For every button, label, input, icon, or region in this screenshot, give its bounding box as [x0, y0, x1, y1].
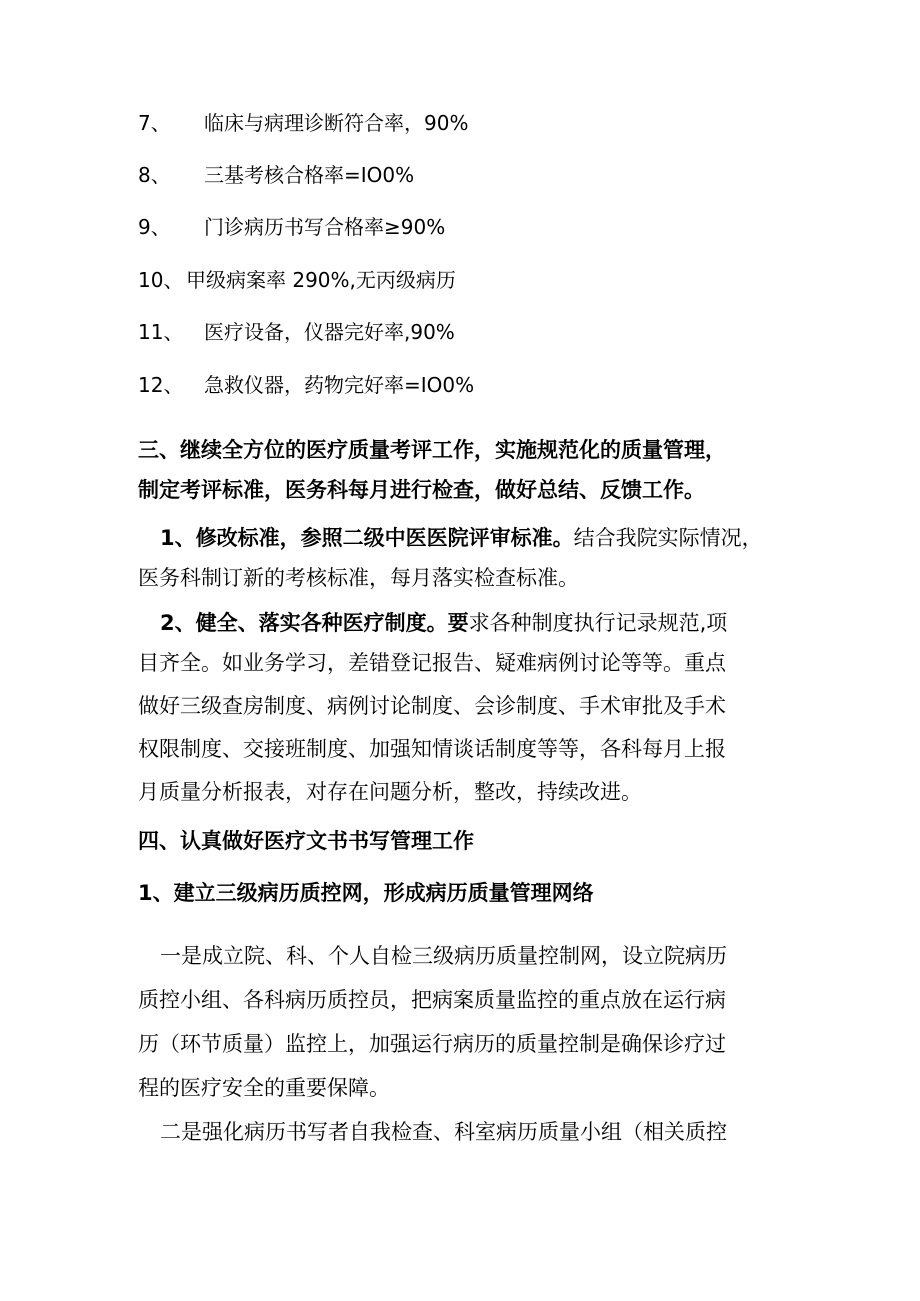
paragraph-line: 一是成立院、科、个人自检三级病历质量控制网，设立院病历: [160, 944, 727, 968]
paragraph-text: 结合我院实际情况，: [573, 526, 763, 550]
section-3-heading: [138, 430, 726, 510]
paragraph-line: 做好三级查房制度、病例讨论制度、会诊制度、手术审批及手术: [138, 694, 726, 718]
paragraph-line: 程的医疗安全的重要保障。: [138, 1076, 390, 1100]
list-number: 12、: [138, 373, 184, 397]
list-text: 三基考核合格率=IO0%: [204, 163, 415, 187]
list-text: 急救仪器，药物完好率=IO0%: [204, 373, 475, 397]
list-number: 8、: [138, 163, 171, 187]
heading-line: 三、继续全方位的医疗质量考评工作，实施规范化的质量管理，: [138, 438, 726, 462]
paragraph-line: 二是强化病历书写者自我检查、科室病历质量小组（相关质控: [160, 1120, 727, 1144]
paragraph-line: [138, 518, 798, 558]
list-number: 11、: [138, 320, 184, 344]
list-text: 甲级病案率 290%,无丙级病历: [186, 268, 456, 292]
list-item-11: [138, 320, 455, 344]
list-text: 门诊病历书写合格率≥90%: [204, 215, 446, 239]
paragraph-line: 质控小组、各科病历质控员，把病案质量监控的重点放在运行病: [138, 988, 726, 1012]
list-number: 9、: [138, 215, 171, 239]
item-1-paragraph: [138, 518, 798, 598]
list-item-10: [138, 268, 456, 292]
list-text: 医疗设备，仪器完好率,90%: [204, 320, 455, 344]
paragraph-first: [138, 936, 798, 1108]
section-4-subheading: 1、建立三级病历质控网，形成病历质量管理网络: [138, 881, 594, 905]
paragraph-second: [138, 1112, 798, 1152]
paragraph-text: 求各种制度执行记录规范,项: [468, 611, 728, 635]
list-text: 临床与病理诊断符合率，90%: [204, 111, 469, 135]
paragraph-line: 医务科制订新的考核标准，每月落实检查标准。: [138, 566, 579, 590]
item-2-paragraph: [138, 603, 798, 812]
paragraph-line: 月质量分析报表，对存在问题分析，整改，持续改进。: [138, 780, 642, 804]
bold-lead: 2、健全、落实各种医疗制度。要: [160, 611, 469, 635]
list-number: 7、: [138, 111, 171, 135]
paragraph-line: 历（环节质量）监控上，加强运行病历的质量控制是确保诊疗过: [138, 1032, 726, 1056]
section-4-heading: 四、认真做好医疗文书书写管理工作: [138, 829, 474, 853]
paragraph-line: 权限制度、交接班制度、加强知情谈话制度等等，各科每月上报: [138, 737, 726, 761]
list-item-7: [138, 111, 469, 135]
list-item-8: [138, 163, 415, 187]
paragraph-line: [138, 603, 798, 643]
heading-line: 制定考评标准，医务科每月进行检查，做好总结、反馈工作。: [138, 478, 705, 502]
list-item-12: [138, 373, 475, 397]
paragraph-line: 目齐全。如业务学习，差错登记报告、疑难病例讨论等等。重点: [138, 651, 726, 675]
bold-lead: 1、修改标准，参照二级中医医院评审标准。: [160, 526, 574, 550]
list-number: 10、: [138, 268, 184, 292]
list-item-9: [138, 215, 446, 239]
